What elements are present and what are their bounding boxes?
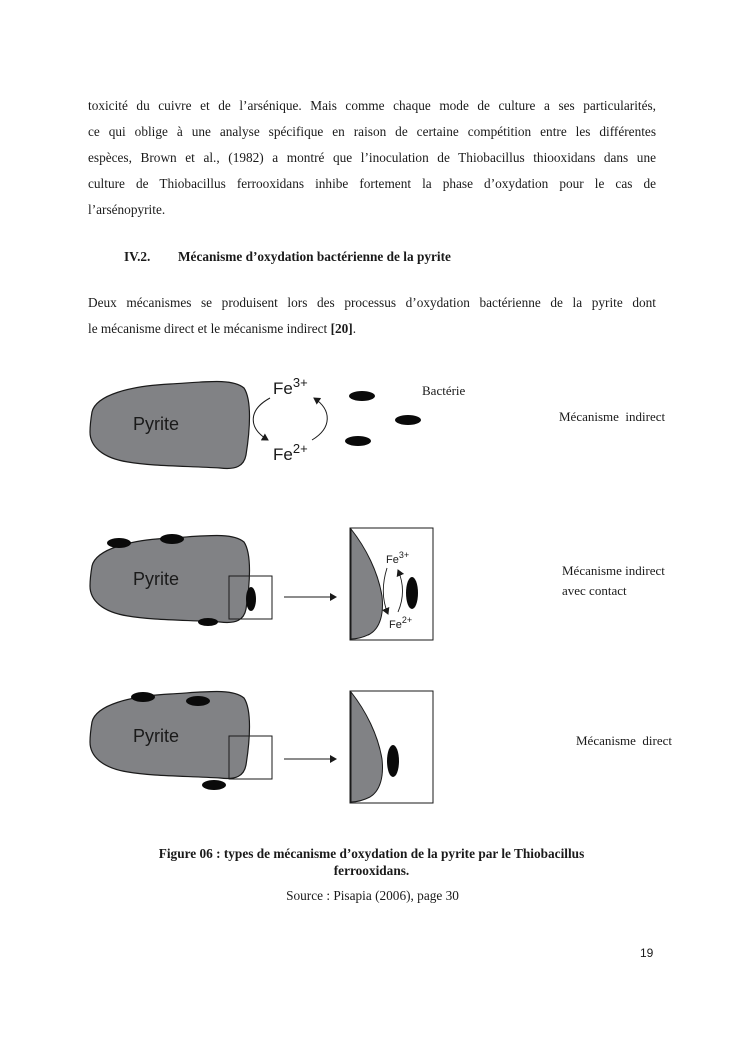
bacterium (345, 436, 371, 446)
paragraph-text: le mécanisme direct et le mécanisme indirect (88, 321, 331, 336)
bacterium (387, 745, 399, 777)
mechanism-direct-label: Mécanisme direct (576, 733, 673, 748)
paragraph-line: espèces, Brown et al., (1982) a montré que l’inoculation de Thiobacillus thiooxidans dans une (88, 150, 656, 165)
fe3-label: $Fe^{3+}$ (386, 550, 410, 566)
bacterium (202, 780, 226, 790)
oxidation-arrow (312, 398, 327, 440)
pyrite-label: Pyrite (133, 569, 180, 589)
mechanism-indirect-label: Mécanisme indirect (559, 409, 666, 424)
caption-line: Figure 06 : types de mécanisme d’oxydation de la pyrite par le Thiobacillus (158, 846, 585, 861)
reduction-arrow (253, 398, 270, 440)
pyrite-label: Pyrite (133, 726, 180, 746)
label-line: Mécanisme indirect (562, 563, 665, 578)
section-number: IV.2. (124, 249, 151, 264)
bacterium (246, 587, 256, 611)
section-title: Mécanisme d’oxydation bactérienne de la pyrite (178, 249, 451, 264)
figure-caption (0, 845, 744, 879)
paragraph-line: toxicité du cuivre et de l’arsénique. Mais comme chaque mode de culture a ses particularités, (88, 98, 656, 113)
citation-ref: [20] (330, 321, 353, 336)
paragraph-line: ce qui oblige à une analyse spécifique en raison de certaine compétition entre les différentes (88, 124, 656, 139)
fe3-label: $Fe^{3+}$ (273, 375, 308, 398)
paragraph-text: . (352, 321, 357, 336)
mechanism-indirect-contact-label (562, 561, 665, 601)
fe2-label: $Fe^{2+}$ (273, 441, 308, 464)
page-number: 19 (640, 946, 654, 960)
bacterium (160, 534, 184, 544)
fe2-label: $Fe^{2+}$ (389, 615, 413, 631)
pyrite-label: Pyrite (133, 414, 180, 434)
bacterium (186, 696, 210, 706)
label-line: avec contact (562, 583, 627, 598)
bacterium (107, 538, 131, 548)
bacterium (198, 618, 218, 626)
bacteria-label: Bactérie (422, 383, 466, 398)
figure-source: Source : Pisapia (2006), page 30 (286, 888, 459, 903)
paragraph-line: culture de Thiobacillus ferrooxidans inhibe fortement la phase d’oxydation pour le cas de (88, 176, 656, 191)
bacterium (395, 415, 421, 425)
caption-line: ferrooxidans. (333, 863, 410, 878)
bacterium (349, 391, 375, 401)
paragraph-line: l’arsénopyrite. (88, 202, 166, 217)
bacterium (406, 577, 418, 609)
paragraph-line: Deux mécanismes se produisent lors des processus d’oxydation bactérienne de la pyrite dont (88, 295, 656, 310)
bacterium (131, 692, 155, 702)
